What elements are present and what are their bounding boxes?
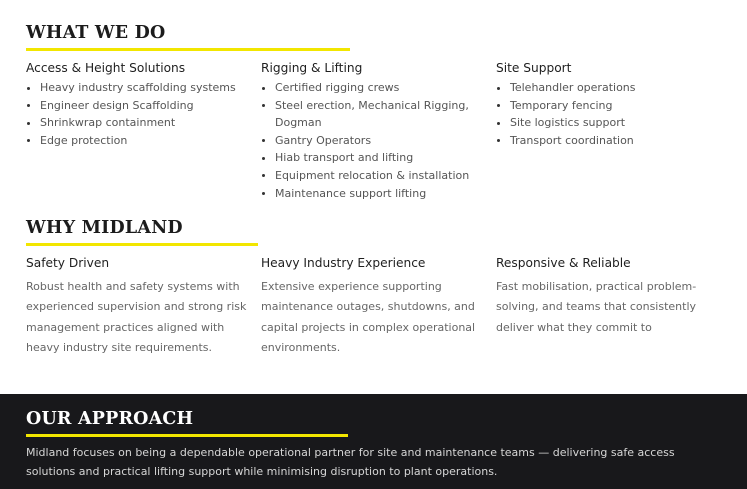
reason-title-responsive: Responsive & Reliable	[496, 256, 631, 270]
service-column-site-support	[496, 60, 721, 202]
reasons-columns	[26, 255, 721, 358]
reason-column-responsive	[496, 255, 711, 358]
service-list-site-support	[496, 79, 721, 149]
what-we-do-heading: WHAT WE DO	[26, 23, 166, 43]
why-midland-underline	[26, 243, 258, 246]
our-approach-underline	[26, 434, 348, 437]
service-list-rigging	[261, 79, 473, 202]
reason-title-experience: Heavy Industry Experience	[261, 256, 426, 270]
services-columns	[26, 60, 721, 202]
list-item: Shrinkwrap containment	[26, 114, 261, 132]
list-item: Equipment relocation & installation	[261, 167, 473, 185]
our-approach-content	[26, 408, 706, 481]
list-item: Heavy industry scaffolding systems	[26, 79, 261, 97]
reason-text-safety: Robust health and safety systems with experienced supervision and strong risk management practices aligned with heavy industry site requirements.	[26, 280, 247, 354]
service-list-access	[26, 79, 261, 149]
service-column-rigging	[261, 60, 496, 202]
list-item: Site logistics support	[496, 114, 721, 132]
list-item: Gantry Operators	[261, 132, 473, 150]
why-midland-section	[26, 217, 258, 246]
list-item: Telehandler operations	[496, 79, 721, 97]
service-title-rigging: Rigging & Lifting	[261, 61, 363, 75]
reason-title-safety: Safety Driven	[26, 256, 110, 270]
list-item: Hiab transport and lifting	[261, 149, 473, 167]
service-column-access	[26, 60, 261, 202]
service-title-site-support: Site Support	[496, 61, 572, 75]
what-we-do-section	[26, 22, 350, 51]
list-item: Engineer design Scaffolding	[26, 97, 261, 115]
our-approach-heading: OUR APPROACH	[26, 409, 194, 429]
list-item: Edge protection	[26, 132, 261, 150]
list-item: Steel erection, Mechanical Rigging, Dogman	[261, 97, 473, 132]
list-item: Certified rigging crews	[261, 79, 473, 97]
list-item: Maintenance support lifting	[261, 185, 473, 203]
reason-text-experience: Extensive experience supporting maintenance outages, shutdowns, and capital projects in complex operational environments.	[261, 280, 476, 354]
our-approach-text: Midland focuses on being a dependable operational partner for site and maintenance teams — delivering safe access solutions and practical lifting support while minimising disruption to plant operations.	[26, 446, 675, 478]
service-title-access: Access & Height Solutions	[26, 61, 186, 75]
what-we-do-underline	[26, 48, 350, 51]
why-midland-heading: WHY MIDLAND	[26, 218, 183, 238]
reason-column-experience	[261, 255, 496, 358]
our-approach-section	[0, 394, 747, 489]
list-item: Temporary fencing	[496, 97, 721, 115]
reason-text-responsive: Fast mobilisation, practical problem-solving, and teams that consistently deliver what they commit to	[496, 280, 697, 334]
list-item: Transport coordination	[496, 132, 721, 150]
reason-column-safety	[26, 255, 261, 358]
